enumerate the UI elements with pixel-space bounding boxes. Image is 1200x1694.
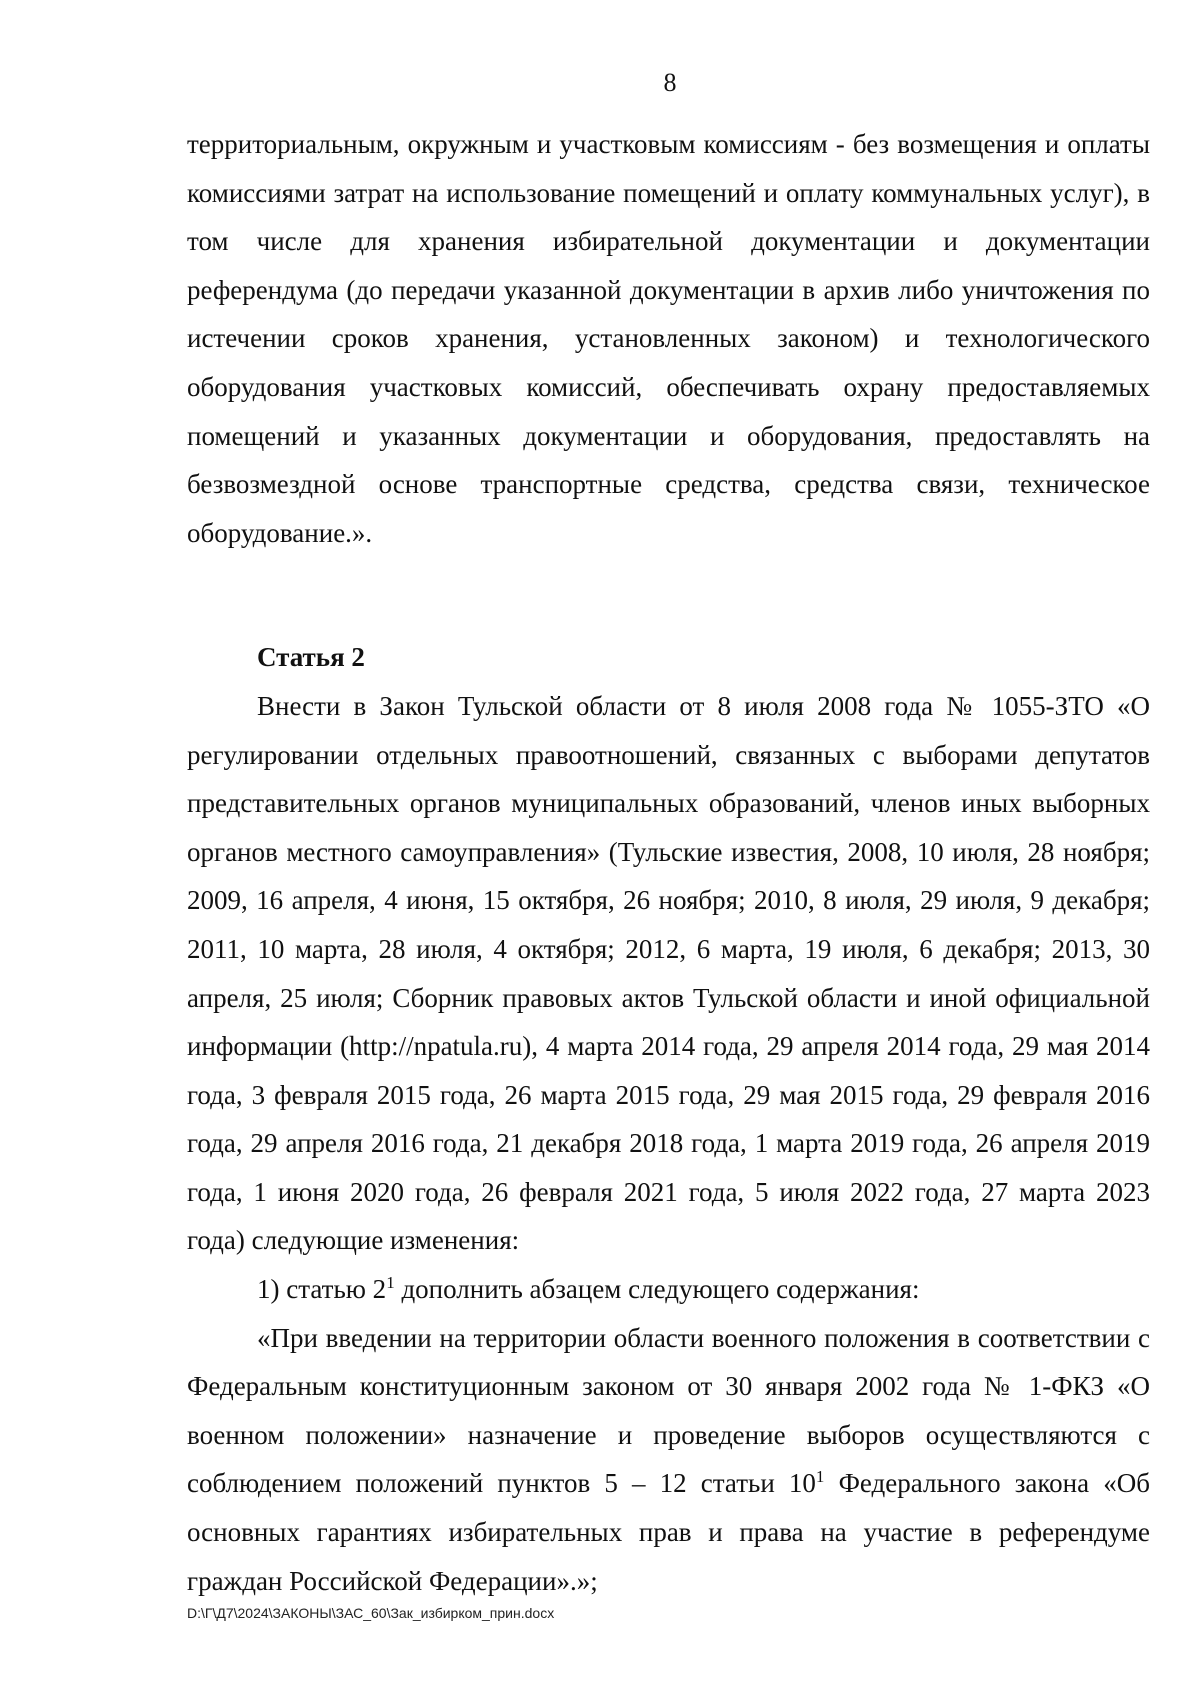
- article-body-paragraph: Внести в Закон Тульской области от 8 июля 2008 года № 1055-ЗТО «О регулировании отдельных правоотношений, связанных с выборами депутатов представительных органов муниципальных образований, членов иных выборных органов местного самоуправления» (Тульские известия, 2008, 10 июля, 28 ноября; 2009, 16 апреля, 4 июня, 15 октября, 26 ноября; 2010, 8 июля, 29 июля, 9 декабря; 2011, 10 марта, 28 июля, 4 октября; 2012, 6 марта, 19 июля, 6 декабря; 2013, 30 апреля, 25 июля; Сборник правовых актов Тульской области и иной официальной информации (http://npatula.ru), 4 марта 2014 года, 29 апреля 2014 года, 29 мая 2014 года, 3 февраля 2015 года, 26 марта 2015 года, 29 мая 2015 года, 29 февраля 2016 года, 29 апреля 2016 года, 21 декабря 2018 года, 1 марта 2019 года, 26 апреля 2019 года, 1 июня 2020 года, 26 февраля 2021 года, 5 июля 2022 года, 27 марта 2023 года) следующие изменения:: [187, 690, 1150, 1256]
- quoted-text-part-2: Федерального закона «Об основных гарантиях избирательных прав и права на участие в референдуме граждан Российской Федерации».»;: [187, 1468, 1150, 1596]
- continuation-paragraph: территориальным, окружным и участковым комиссиям - без возмещения и оплаты комиссиями затрат на использование помещений и оплату коммунальных услуг), в том числе для хранения избирательной документации и документации референдума (до передачи указанной документации в архив либо уничтожения по истечении сроков хранения, установленных законом) и технологического оборудования участковых комиссий, обеспечивать охрану предоставляемых помещений и указанных документации и оборудования, предоставлять на безвозмездной основе транспортные средства, средства связи, техническое оборудование.».: [187, 129, 1150, 548]
- quoted-text-superscript: 1: [815, 1467, 825, 1487]
- amendment-item-1-prefix: 1) статью 2: [257, 1274, 387, 1305]
- quoted-text-part-1: «При введении на территории области военного положения в соответствии с Федеральным конституционным законом от 30 января 2002 года № 1-ФКЗ «О военном положении» назначение и проведение выборов осуществляются с соблюдением положений пунктов 5 – 12 статьи 10: [187, 1322, 1150, 1499]
- amendment-item-1: [187, 1265, 1150, 1314]
- amendment-item-1-suffix: дополнить абзацем следующего содержания:: [394, 1274, 920, 1305]
- article-heading: Статья 2: [257, 642, 365, 673]
- section-spacer: [187, 557, 1150, 633]
- quoted-amendment-text: [187, 1314, 1150, 1606]
- document-body: [187, 120, 1150, 1605]
- amendment-item-1-superscript: 1: [386, 1273, 395, 1293]
- page-number: 8: [663, 68, 677, 97]
- footer-file-path: D:\Г\Д7\2024\ЗАКОНЫ\ЗАС_60\Зак_избирком_прин.docx: [187, 1605, 555, 1621]
